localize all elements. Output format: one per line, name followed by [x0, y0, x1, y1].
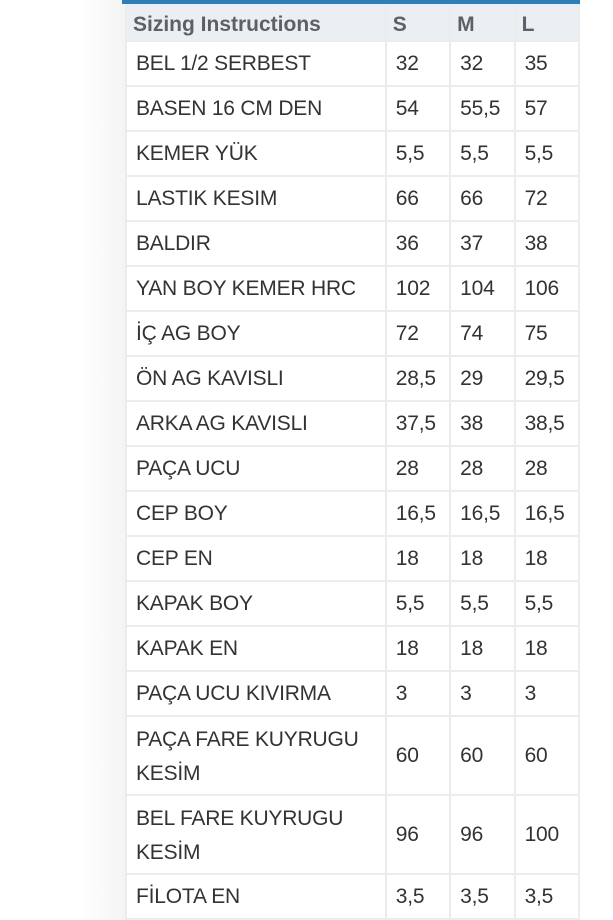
cell-s: 32: [387, 42, 449, 85]
cell-s: 60: [387, 717, 449, 794]
cell-m: 74: [451, 312, 513, 355]
sizing-table: [125, 4, 580, 920]
cell-s: 66: [387, 177, 449, 220]
cell-m: 3,5: [451, 875, 513, 918]
row-label: BEL 1/2 SERBEST: [127, 42, 385, 85]
table-row: [127, 627, 578, 670]
row-label: BEL FARE KUYRUGU KESİM: [127, 796, 385, 873]
table-row: [127, 537, 578, 580]
table-row: [127, 582, 578, 625]
cell-s: 28,5: [387, 357, 449, 400]
cell-s: 96: [387, 796, 449, 873]
cell-s: 36: [387, 222, 449, 265]
cell-l: 28: [516, 447, 578, 490]
cell-l: 35: [516, 42, 578, 85]
row-label: CEP EN: [127, 537, 385, 580]
row-label: KAPAK EN: [127, 627, 385, 670]
row-label: FİLOTA EN: [127, 875, 385, 918]
header-sizing-instructions: Sizing Instructions: [127, 6, 385, 40]
table-row: [127, 267, 578, 310]
cell-l: 57: [516, 87, 578, 130]
cell-m: 5,5: [451, 582, 513, 625]
table-row: [127, 87, 578, 130]
cell-m: 5,5: [451, 132, 513, 175]
cell-s: 16,5: [387, 492, 449, 535]
cell-s: 5,5: [387, 132, 449, 175]
cell-m: 3: [451, 672, 513, 715]
row-label: CEP BOY: [127, 492, 385, 535]
row-label: ARKA AG KAVISLI: [127, 402, 385, 445]
row-label: BALDIR: [127, 222, 385, 265]
right-margin: [580, 0, 613, 920]
table-row: [127, 357, 578, 400]
table-row: [127, 222, 578, 265]
table-row: [127, 177, 578, 220]
cell-m: 96: [451, 796, 513, 873]
cell-s: 5,5: [387, 582, 449, 625]
cell-m: 104: [451, 267, 513, 310]
cell-l: 38,5: [516, 402, 578, 445]
row-label: LASTIK KESIM: [127, 177, 385, 220]
cell-m: 32: [451, 42, 513, 85]
row-label: KEMER YÜK: [127, 132, 385, 175]
cell-m: 60: [451, 717, 513, 794]
cell-l: 16,5: [516, 492, 578, 535]
cell-l: 18: [516, 537, 578, 580]
cell-s: 18: [387, 537, 449, 580]
cell-s: 18: [387, 627, 449, 670]
row-label: KAPAK BOY: [127, 582, 385, 625]
cell-l: 29,5: [516, 357, 578, 400]
table-header-row: [127, 6, 578, 40]
table-row: [127, 796, 578, 873]
row-label: ÖN AG KAVISLI: [127, 357, 385, 400]
cell-s: 37,5: [387, 402, 449, 445]
table-row: [127, 875, 578, 918]
table-row: [127, 132, 578, 175]
cell-l: 3,5: [516, 875, 578, 918]
header-size-l: L: [516, 6, 578, 40]
cell-l: 100: [516, 796, 578, 873]
sizing-table-container: [125, 4, 580, 920]
cell-l: 75: [516, 312, 578, 355]
cell-l: 5,5: [516, 582, 578, 625]
cell-s: 72: [387, 312, 449, 355]
table-row: [127, 717, 578, 794]
cell-l: 3: [516, 672, 578, 715]
cell-m: 18: [451, 627, 513, 670]
cell-l: 72: [516, 177, 578, 220]
table-row: [127, 312, 578, 355]
cell-s: 54: [387, 87, 449, 130]
cell-m: 38: [451, 402, 513, 445]
table-row: [127, 447, 578, 490]
row-label: BASEN 16 CM DEN: [127, 87, 385, 130]
table-row: [127, 402, 578, 445]
cell-l: 5,5: [516, 132, 578, 175]
cell-s: 102: [387, 267, 449, 310]
cell-s: 28: [387, 447, 449, 490]
cell-s: 3: [387, 672, 449, 715]
cell-m: 66: [451, 177, 513, 220]
table-body: [127, 42, 578, 918]
cell-m: 37: [451, 222, 513, 265]
cell-m: 16,5: [451, 492, 513, 535]
table-row: [127, 672, 578, 715]
row-label: YAN BOY KEMER HRC: [127, 267, 385, 310]
header-size-s: S: [387, 6, 449, 40]
row-label: PAÇA FARE KUYRUGU KESİM: [127, 717, 385, 794]
row-label: İÇ AG BOY: [127, 312, 385, 355]
row-label: PAÇA UCU: [127, 447, 385, 490]
cell-l: 106: [516, 267, 578, 310]
row-label: PAÇA UCU KIVIRMA: [127, 672, 385, 715]
cell-m: 28: [451, 447, 513, 490]
cell-s: 3,5: [387, 875, 449, 918]
left-margin: [0, 0, 125, 920]
header-size-m: M: [451, 6, 513, 40]
cell-m: 18: [451, 537, 513, 580]
cell-l: 18: [516, 627, 578, 670]
cell-m: 55,5: [451, 87, 513, 130]
cell-l: 60: [516, 717, 578, 794]
table-row: [127, 492, 578, 535]
table-row: [127, 42, 578, 85]
cell-m: 29: [451, 357, 513, 400]
cell-l: 38: [516, 222, 578, 265]
